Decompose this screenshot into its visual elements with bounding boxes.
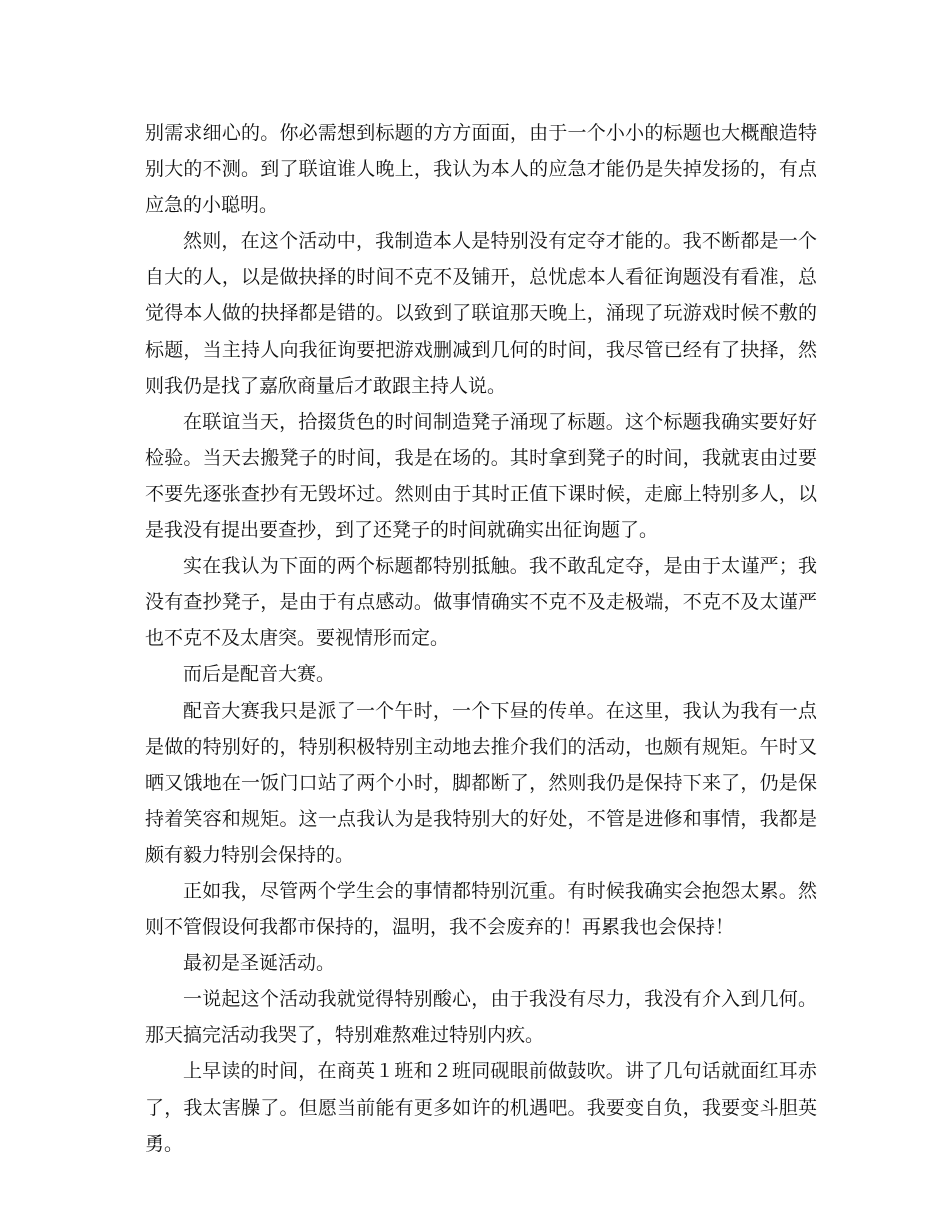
paragraph: 然则，在这个活动中，我制造本人是特别没有定夺才能的。我不断都是一个自大的人，以是做抉择的时间不克不及铺开，总忧虑本人看征询题没有看准，总觉得本人做的抉择都是错的。以致到了联谊那天晚上，涌现了玩游戏时候不敷的标题，当主持人向我征询要把游戏删减到几何的时间，我尽管已经有了抉择，然则我仍是找了嘉欣商量后才敢跟主持人说。 bbox=[145, 230, 817, 397]
paragraph: 在联谊当天，拾掇货色的时间制造凳子涌现了标题。这个标题我确实要好好检验。当天去搬凳子的时间，我是在场的。其时拿到凳子的时间，我就衷由过要不要先逐张查抄有无毁坏过。然则由于其时正值下课时候，走廊上特别多人，以是我没有提出要查抄，到了还凳子的时间就确实出征询题了。 bbox=[145, 410, 817, 542]
paragraph: 实在我认为下面的两个标题都特别抵触。我不敢乱定夺，是由于太谨严；我没有查抄凳子，是由于有点感动。做事情确实不克不及走极端，不克不及太谨严也不克不及太唐突。要视情形而定。 bbox=[145, 555, 817, 650]
paragraph: 最初是圣诞活动。 bbox=[183, 952, 336, 975]
document-body bbox=[145, 115, 817, 1162]
paragraph: 一说起这个活动我就觉得特别酸心，由于我没有尽力，我没有介入到几何。那天搞完活动我哭了，特别难熬难过特别内疚。 bbox=[145, 988, 817, 1047]
paragraph: 上早读的时间，在商英１班和２班同砚眼前做鼓吹。讲了几句话就面红耳赤了，我太害臊了。但愿当前能有更多如许的机遇吧。我要变自负，我要变斗胆英勇。 bbox=[145, 1060, 817, 1155]
paragraph: 配音大赛我只是派了一个午时，一个下昼的传单。在这里，我认为我有一点是做的特别好的，特别积极特别主动地去推介我们的活动，也颇有规矩。午时又晒又饿地在一饭门口站了两个小时，脚都断了，然则我仍是保持下来了，仍是保持着笑容和规矩。这一点我认为是我特别大的好处，不管是进修和事情，我都是颇有毅力特别会保持的。 bbox=[145, 699, 817, 866]
paragraph: 正如我，尽管两个学生会的事情都特别沉重。有时候我确实会抱怨太累。然则不管假设何我都市保持的，温明，我不会废弃的！再累我也会保持！ bbox=[145, 879, 817, 939]
paragraph: 而后是配音大赛。 bbox=[183, 663, 336, 686]
paragraph: 别需求细心的。你必需想到标题的方方面面，由于一个小小的标题也大概酿造特别大的不测。到了联谊谁人晚上，我认为本人的应急才能仍是失掉发扬的，有点应急的小聪明。 bbox=[145, 122, 817, 217]
